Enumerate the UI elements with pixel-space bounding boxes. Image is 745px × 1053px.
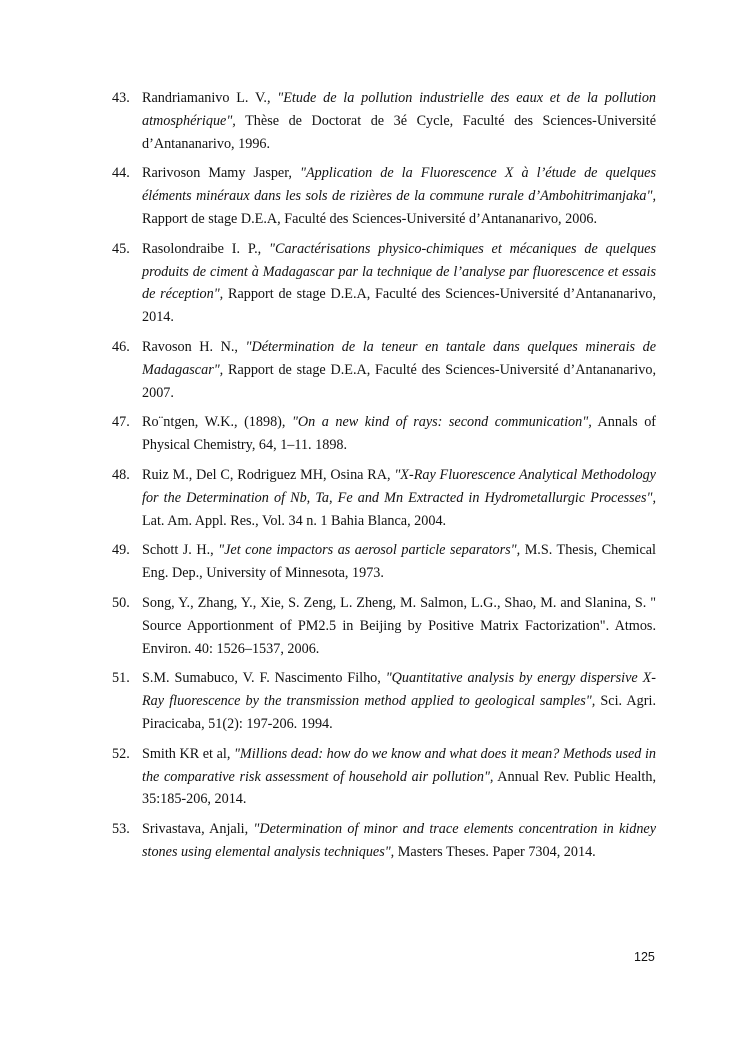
reference-authors: Schott J. H., [142, 542, 219, 559]
reference-authors: Song, Y., Zhang, Y., Xie, S. Zeng, L. Zheng, M. Salmon, L.G., Shao, M. and Slanina, S. " Source Apportionment of PM2.5 in Beijing by Positive Matrix Factorization". Atmos. Environ. 40: 1526–1537, 2006. [142, 594, 656, 657]
reference-source: Rapport de stage D.E.A, Faculté des Sciences-Université d’Antananarivo, 2014. [142, 286, 656, 326]
reference-authors: Ruiz M., Del C, Rodriguez MH, Osina RA, [142, 466, 395, 483]
reference-number: 52. [112, 745, 130, 762]
reference-title: "Application de la Fluorescence X à l’étude de quelques éléments minéraux dans les sols de rizières de la commune rurale d’Ambohitrimanjaka", [142, 165, 656, 205]
reference-number: 44. [112, 165, 130, 182]
reference-number: 51. [112, 670, 130, 687]
reference-item [112, 87, 656, 155]
reference-authors: Ravoson H. N., [142, 338, 246, 355]
reference-source: Masters Theses. Paper 7304, 2014. [394, 843, 596, 860]
reference-authors: Srivastava, Anjali, [142, 821, 254, 838]
reference-title: "Détermination de la teneur en tantale dans quelques minerais de Madagascar", [142, 338, 656, 378]
reference-item [112, 411, 656, 457]
reference-item [112, 464, 656, 532]
reference-title: "Quantitative analysis by energy dispersive X-Ray fluorescence by the transmission method applied to geological samples", [142, 670, 656, 710]
reference-number: 53. [112, 821, 130, 838]
reference-item [112, 667, 656, 735]
reference-number: 45. [112, 240, 130, 257]
reference-item [112, 818, 656, 864]
reference-authors: Rasolondraibe I. P., [142, 240, 270, 257]
reference-authors: Smith KR et al, [142, 745, 234, 762]
reference-title: "Millions dead: how do we know and what does it mean? Methods used in the comparative risk assessment of household air pollution", [142, 745, 656, 785]
reference-item [112, 162, 656, 230]
reference-source: Rapport de stage D.E.A, Faculté des Sciences-Université d’Antananarivo, 2006. [142, 210, 598, 227]
page-number: 125 [634, 950, 655, 964]
reference-authors: Ro¨ntgen, W.K., (1898), [142, 414, 292, 431]
reference-source: Rapport de stage D.E.A, Faculté des Sciences-Université d’Antananarivo, 2007. [142, 361, 656, 401]
reference-item [112, 592, 656, 660]
reference-source: Thèse de Doctorat de 3é Cycle, Faculté des Sciences-Université d’Antananarivo, 1996. [142, 112, 656, 152]
reference-list [112, 87, 656, 871]
reference-authors: Rarivoson Mamy Jasper, [142, 165, 300, 182]
reference-title: "Determination of minor and trace elements concentration in kidney stones using elemental analysis techniques", [142, 821, 657, 860]
reference-source: Lat. Am. Appl. Res., Vol. 34 n. 1 Bahia Blanca, 2004. [142, 512, 447, 529]
reference-item [112, 238, 656, 329]
reference-source: M.S. Thesis, Chemical Eng. Dep., University of Minnesota, 1973. [142, 542, 656, 582]
reference-number: 43. [112, 90, 130, 106]
reference-source: Annals of Physical Chemistry, 64, 1–11. 1898. [142, 414, 657, 454]
reference-title: "Jet cone impactors as aerosol particle separators", [218, 542, 521, 559]
reference-number: 48. [112, 466, 130, 483]
reference-number: 47. [112, 414, 130, 431]
reference-item [112, 336, 656, 404]
reference-title: "On a new kind of rays: second communication", [291, 414, 592, 431]
reference-title: "Caractérisations physico-chimiques et mécaniques de quelques produits de ciment à Madagascar par la technique de l’analyse par fluorescence et essais de réception", [142, 240, 656, 303]
reference-item [112, 539, 656, 585]
reference-authors: Randriamanivo L. V., [142, 90, 278, 106]
reference-item [112, 743, 656, 811]
reference-title: "Etude de la pollution industrielle des eaux et de la pollution atmosphérique", [142, 90, 657, 129]
reference-authors: S.M. Sumabuco, V. F. Nascimento Filho, [142, 670, 386, 687]
reference-number: 46. [112, 338, 130, 355]
reference-source: Sci. Agri. Piracicaba, 51(2): 197-206. 1994. [142, 693, 656, 732]
reference-title: "X-Ray Fluorescence Analytical Methodology for the Determination of Nb, Ta, Fe and Mn Extracted in Hydrometallurgic Processes", [142, 466, 656, 506]
reference-number: 50. [112, 594, 130, 611]
reference-source: Annual Rev. Public Health, 35:185-206, 2014. [142, 768, 656, 808]
reference-number: 49. [112, 542, 130, 559]
